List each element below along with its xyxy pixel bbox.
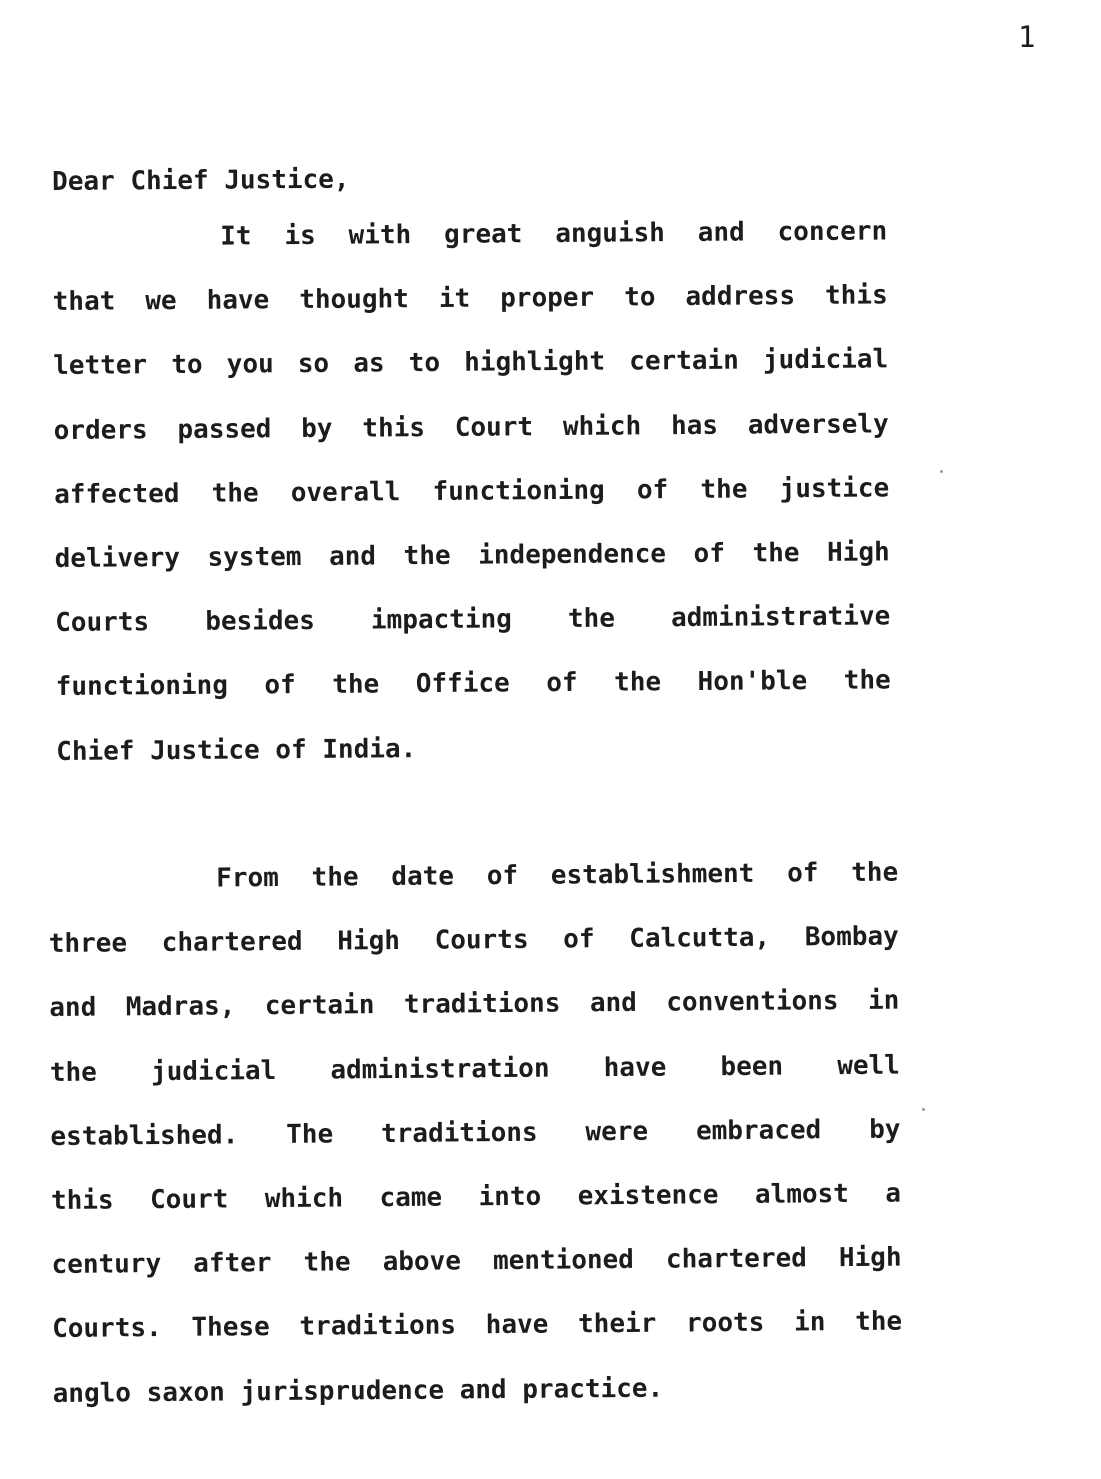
paragraph-line: Courts. These traditions have their roots in the (52, 1306, 903, 1345)
paragraph-line: established. The traditions were embraced by (50, 1114, 901, 1152)
paragraph-2 (48, 848, 903, 1433)
salutation: Dear Chief Justice, (52, 164, 350, 197)
paragraph-line: From the date of establishment of the (216, 857, 899, 894)
paragraph-line: orders passed by this Court which has adversely (53, 408, 889, 446)
paragraph-line: affected the overall functioning of the justice (54, 473, 890, 510)
paragraph-line: the judicial administration have been well (49, 1050, 900, 1088)
paragraph-line: Courts besides impacting the administrative (55, 601, 891, 639)
scan-speck (940, 470, 943, 473)
scan-speck (922, 1108, 925, 1111)
paragraph-line: that we have thought it proper to address this (52, 280, 888, 318)
paragraph-line: this Court which came into existence almost a (50, 1178, 902, 1216)
paragraph-1 (52, 206, 892, 790)
paragraph-line: delivery system and the independence of the High (54, 537, 890, 574)
page-number: 1 (1018, 20, 1036, 54)
paragraph-line: century after the above mentioned chartered High (51, 1242, 902, 1281)
paragraph-line: and Madras, certain traditions and conventions in (49, 985, 900, 1024)
paragraph-line: letter to you so as to highlight certain judicial (53, 344, 889, 382)
paragraph-line: It is with great anguish and concern (220, 216, 888, 252)
paragraph-line: Chief Justice of India. (56, 733, 417, 767)
paragraph-line: anglo saxon jurisprudence and practice. (52, 1373, 664, 1409)
paragraph-line: functioning of the Office of the Hon'ble the (55, 665, 891, 703)
paragraph-line: three chartered High Courts of Calcutta, Bombay (48, 921, 899, 960)
